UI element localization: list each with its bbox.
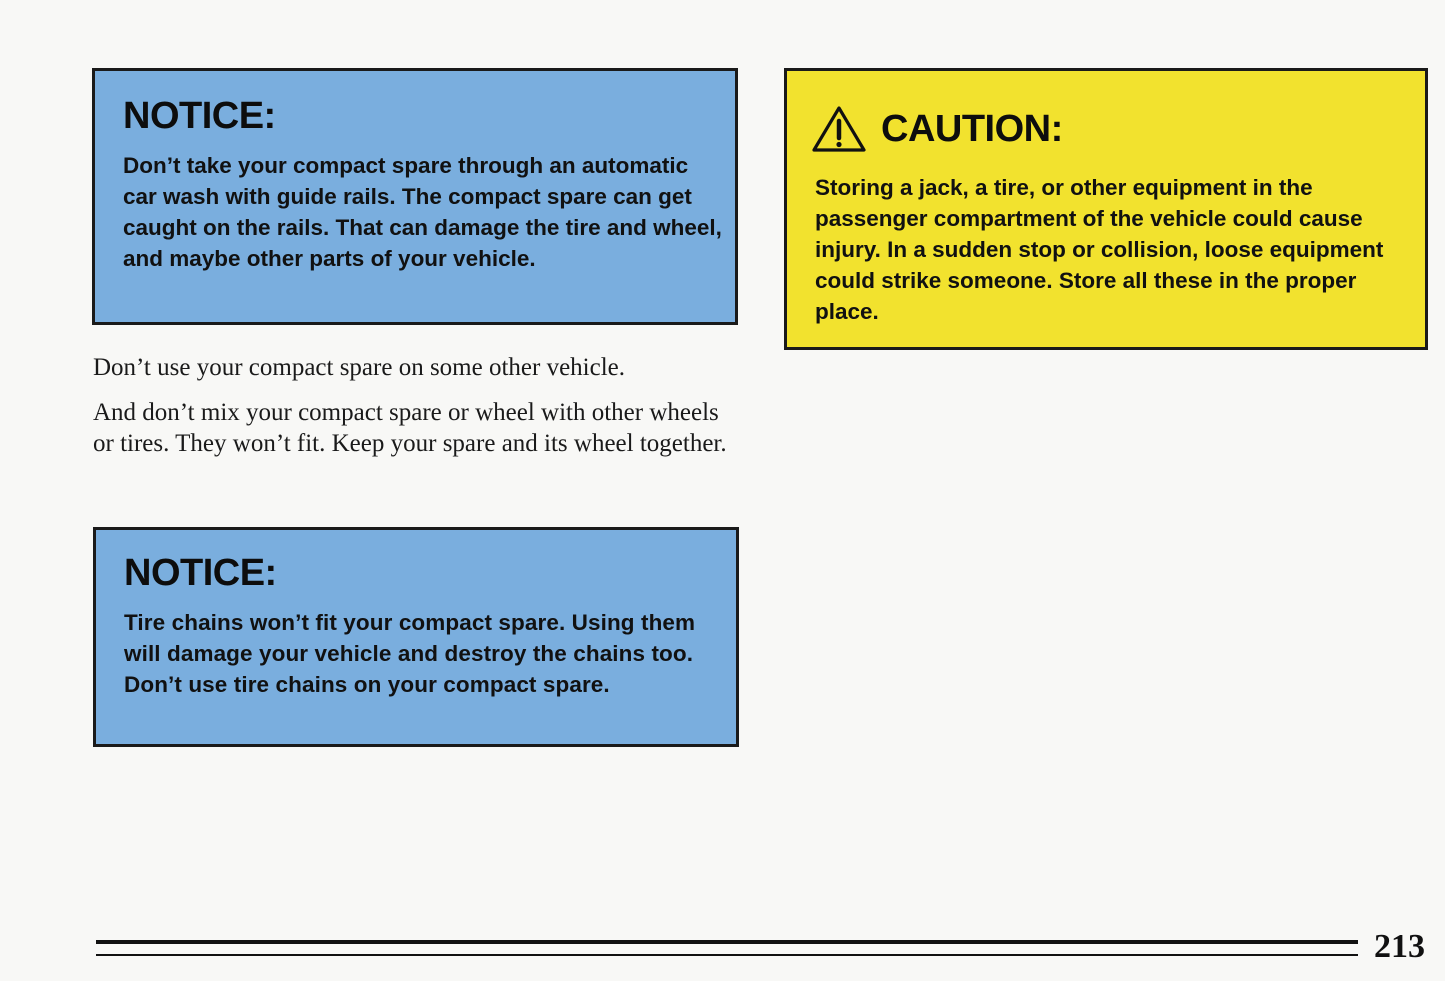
notice-box-car-wash <box>92 68 738 325</box>
body-paragraph: Don’t use your compact spare on some other vehicle. <box>93 354 626 381</box>
caution-heading: CAUTION: <box>881 108 1063 150</box>
footer-rule-thick <box>96 940 1358 944</box>
caution-header <box>811 105 1063 153</box>
warning-triangle-icon <box>811 105 867 153</box>
caution-text: Storing a jack, a tire, or other equipment in the passenger compartment of the vehicle could cause injury. In a sudden stop or collision, loose equipment could strike someone. Store all these in the proper place. <box>815 175 1384 324</box>
notice-text: Tire chains won’t fit your compact spare. Using them will damage your vehicle and destroy the chains too. Don’t use tire chains on your compact spare. <box>124 610 696 697</box>
notice-box-tire-chains <box>93 527 739 747</box>
notice-text: Don’t take your compact spare through an automatic car wash with guide rails. The compact spare can get caught on the rails. That can damage the tire and wheel, and maybe other parts of your vehicle. <box>123 153 722 271</box>
page-number: 213 <box>1374 928 1425 965</box>
notice-heading: NOTICE: <box>124 552 277 594</box>
notice-heading: NOTICE: <box>123 95 276 137</box>
footer-rule-thin <box>96 954 1358 956</box>
caution-box <box>784 68 1428 350</box>
body-paragraph: And don’t mix your compact spare or wheel with other wheels or tires. They won’t fit. Keep your spare and its wheel together. <box>93 399 727 457</box>
